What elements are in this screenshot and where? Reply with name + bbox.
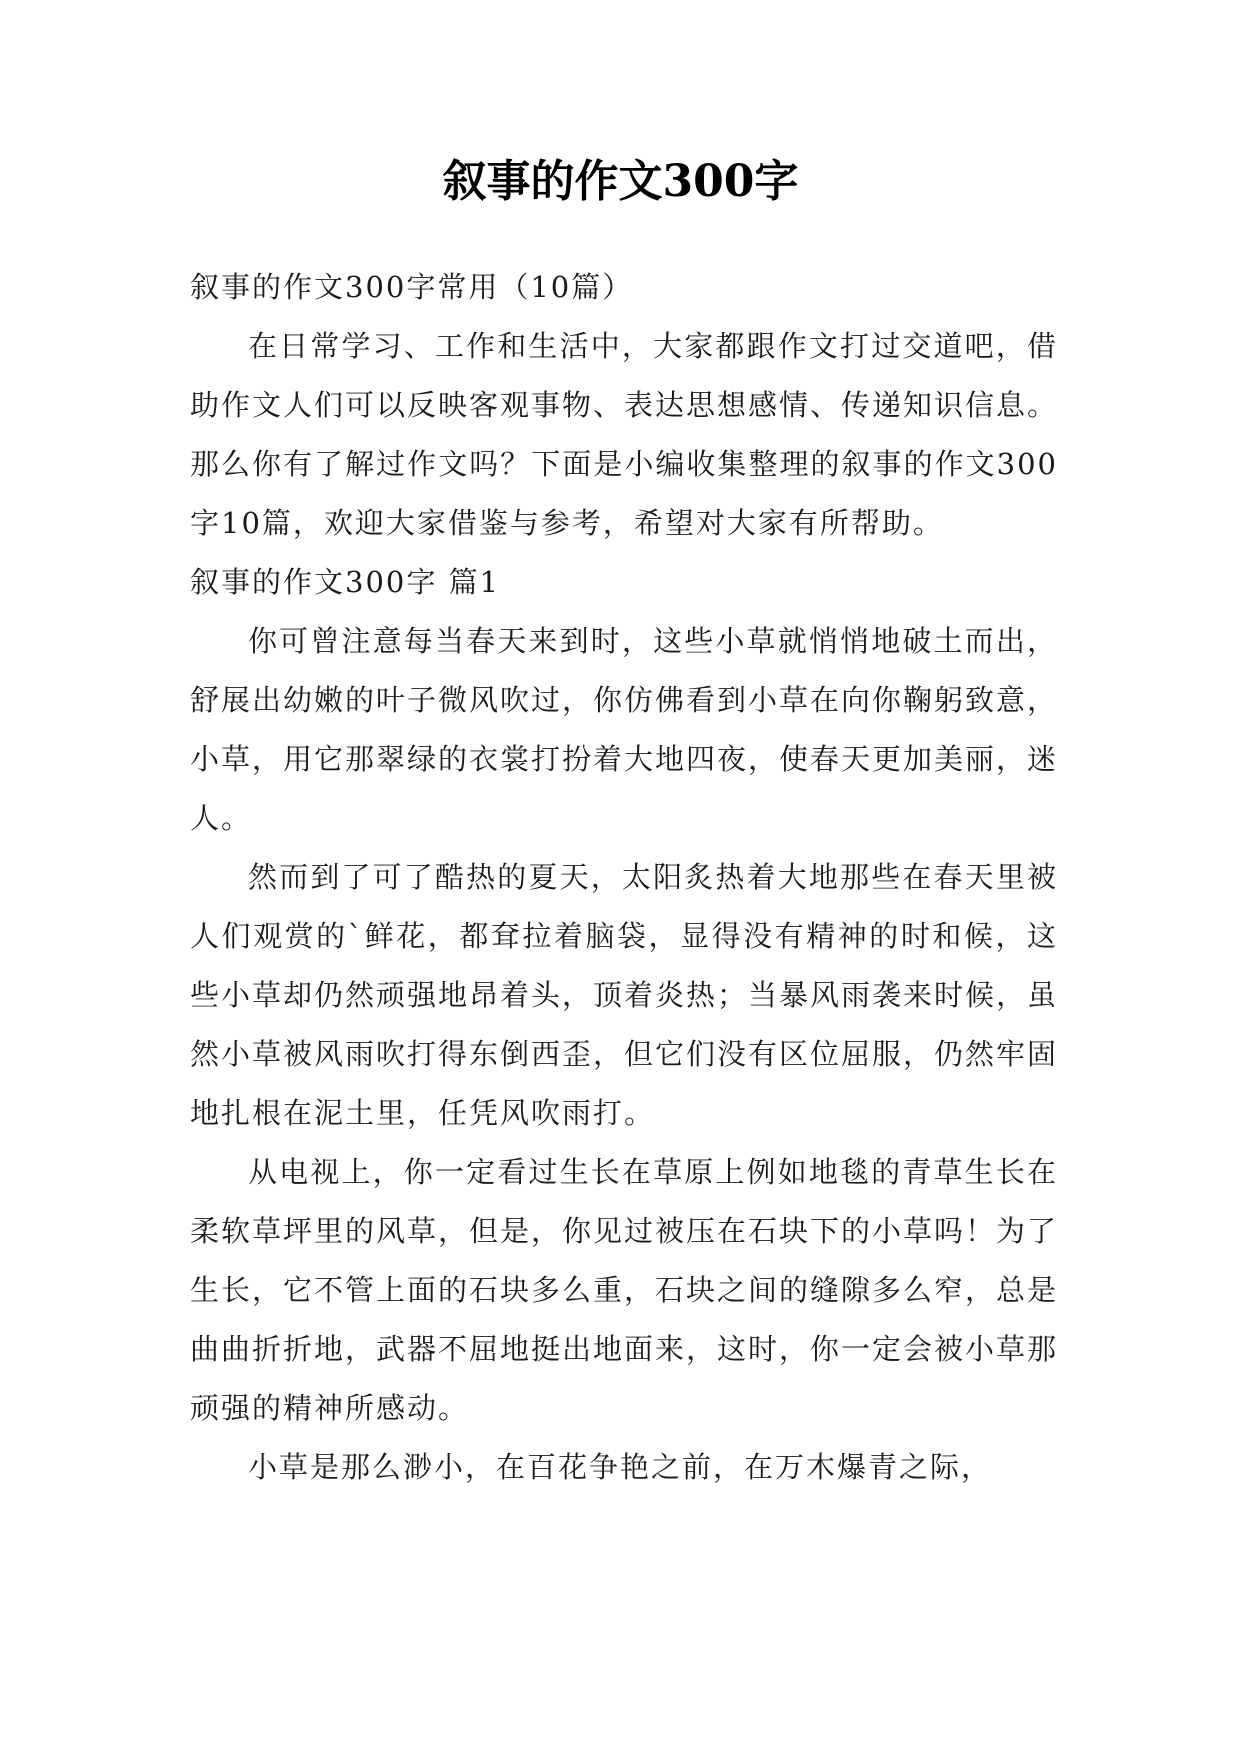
body-paragraph: 然而到了可了酷热的夏天，太阳炙热着大地那些在春天里被人们观赏的`鲜花，都耷拉着脑袋，显得没有精神的时和候，这些小草却仍然顽强地昂着头，顶着炎热；当暴风雨袭来时候，虽然小草被风雨吹打得东倒西歪，但它们没有区位屈服，仍然牢固地扎根在泥土里，任凭风吹雨打。 xyxy=(190,860,1059,1130)
document-body xyxy=(190,258,1058,1497)
body-paragraph: 小草是那么渺小，在百花争艳之前，在万木爆青之际， xyxy=(248,1450,993,1484)
body-paragraph: 从电视上，你一定看过生长在草原上例如地毯的青草生长在柔软草坪里的风草，但是，你见过被压在石块下的小草吗！为了生长，它不管上面的石块多么重，石块之间的缝隙多么窄，总是曲曲折折地，武器不屈地挺出地面来，这时，你一定会被小草那顽强的精神所感动。 xyxy=(190,1155,1059,1425)
section-heading: 叙事的作文300字 篇1 xyxy=(190,565,501,599)
document-title: 叙事的作文300字 xyxy=(442,156,799,207)
document-subtitle: 叙事的作文300字常用（10篇） xyxy=(190,270,634,304)
body-paragraph: 你可曾注意每当春天来到时，这些小草就悄悄地破土而出，舒展出幼嫩的叶子微风吹过，你仿佛看到小草在向你鞠躬致意，小草，用它那翠绿的衣裳打扮着大地四夜，使春天更加美丽，迷人。 xyxy=(190,624,1059,835)
intro-paragraph: 在日常学习、工作和生活中，大家都跟作文打过交道吧，借助作文人们可以反映客观事物、表达思想感情、传递知识信息。那么你有了解过作文吗？下面是小编收集整理的叙事的作文300字10篇，欢迎大家借鉴与参考，希望对大家有所帮助。 xyxy=(190,329,1059,540)
